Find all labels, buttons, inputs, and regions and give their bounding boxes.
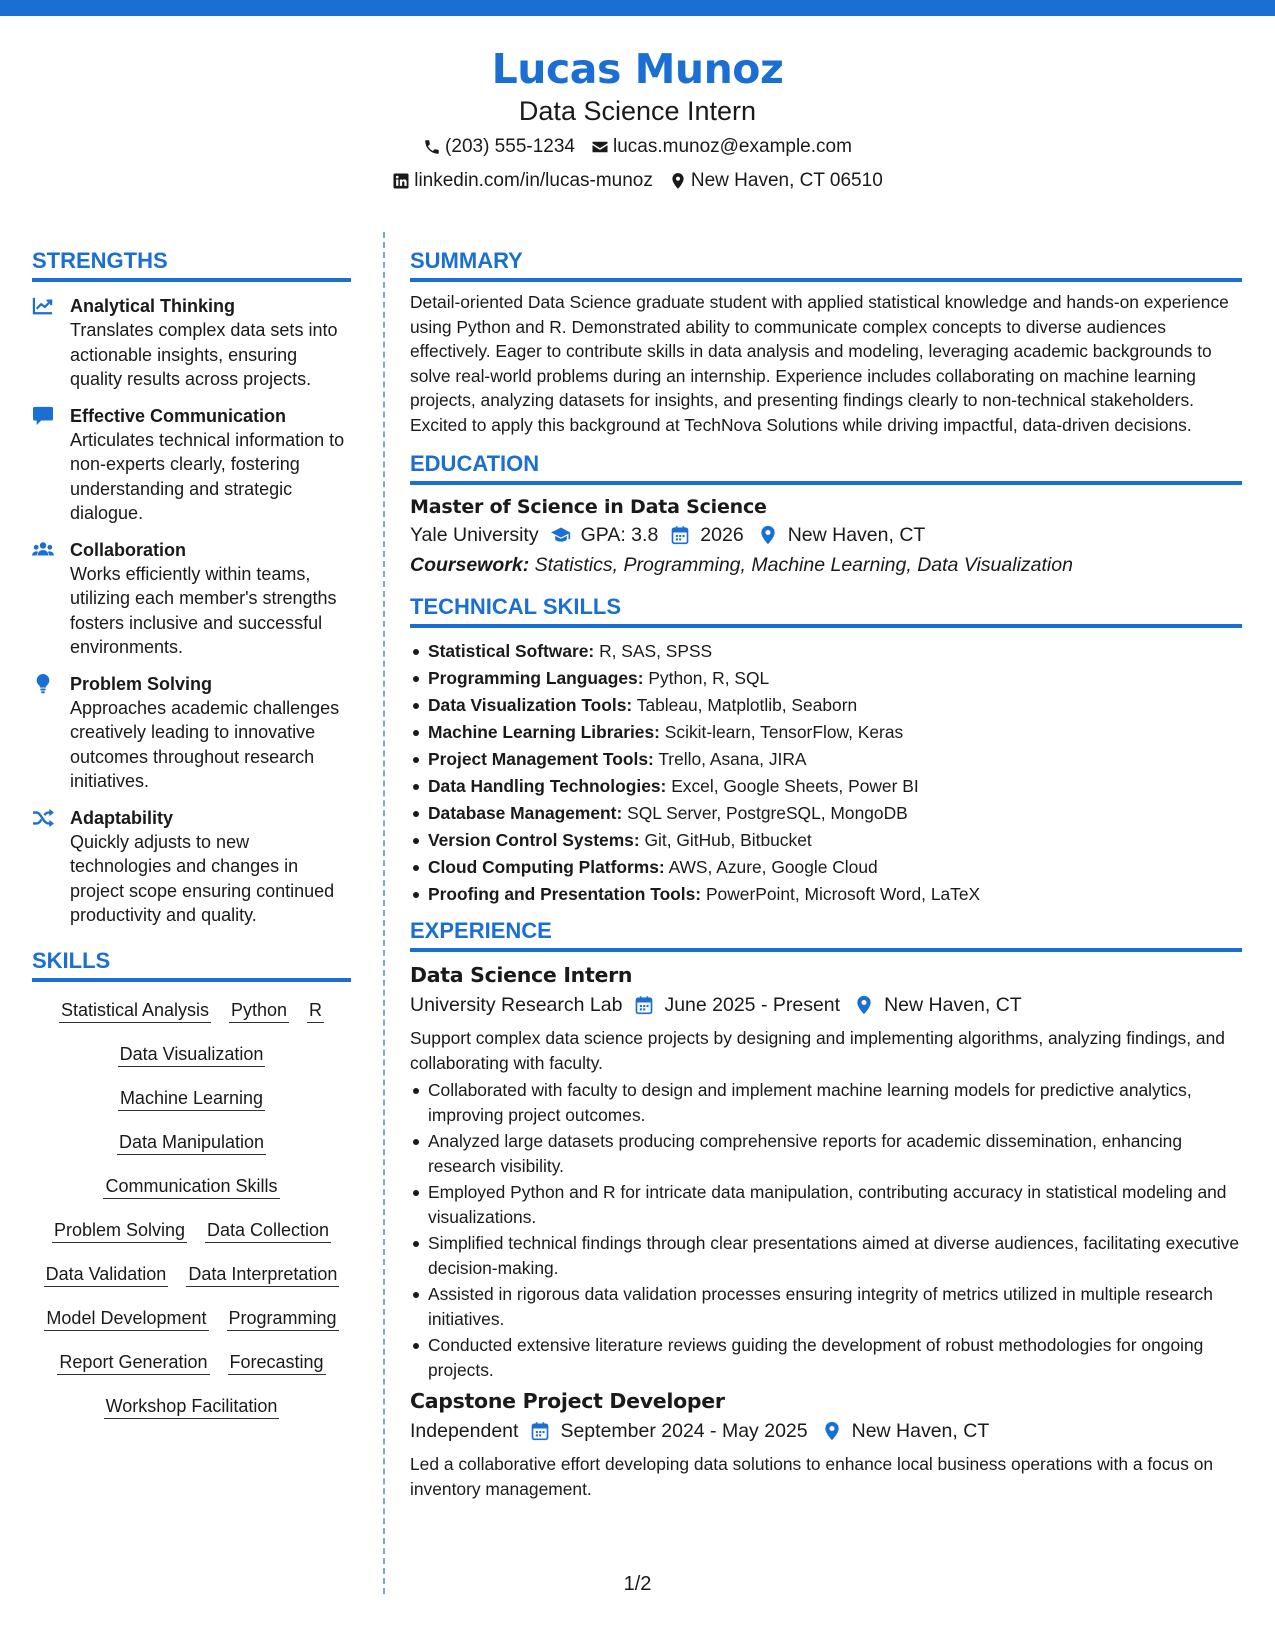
list-item: Proofing and Presentation Tools: PowerPoint, Microsoft Word, LaTeX xyxy=(410,881,1242,908)
school-name: Yale University xyxy=(410,524,539,546)
list-item: Employed Python and R for intricate data manipulation, contributing accuracy in statistical modeling and visualizations. xyxy=(410,1180,1242,1229)
skill-chip: Programming xyxy=(227,1306,339,1331)
map-marker-icon xyxy=(758,525,778,545)
top-accent-bar xyxy=(0,0,1275,16)
job-description: Led a collaborative effort developing data solutions to enhance local business operations with a focus on inventory management. xyxy=(410,1454,1214,1499)
strength-desc: Approaches academic challenges creatively leading to innovative outcomes throughout research initiatives. xyxy=(70,697,340,791)
job-entry xyxy=(410,960,1242,1382)
strength-title: Analytical Thinking xyxy=(70,296,236,316)
users-icon xyxy=(32,538,70,660)
coursework-list: Statistics, Programming, Machine Learning, Data Visualization xyxy=(534,554,1073,576)
education-heading: EDUCATION xyxy=(410,449,1242,485)
skill-chip: Data Collection xyxy=(205,1218,331,1243)
left-column xyxy=(32,246,351,1419)
strength-item xyxy=(32,672,351,794)
strength-title: Problem Solving xyxy=(70,673,213,694)
summary-text: Detail-oriented Data Science graduate student with applied statistical knowledge and hands-on experience using Python and R. Demonstrated ability to communicate complex concepts to diverse audiences effectively. Eager to contribute skills in data analysis and modeling, leveraging academic backgrounds to solve real-world problems during an internship. Experience includes collaborating on machine learning projects, analyzing datasets for insights, and presenting findings clearly to non-technical stakeholders. Excited to apply this background at TechNova Solutions while driving impactful, data-driven decisions. xyxy=(410,292,1229,435)
list-item: Version Control Systems: Git, GitHub, Bitbucket xyxy=(410,827,1242,854)
phone-icon xyxy=(423,138,441,156)
lightbulb-icon xyxy=(32,672,70,794)
graduation-year: 2026 xyxy=(700,524,744,546)
skills-heading: SKILLS xyxy=(32,946,351,982)
skill-chip: R xyxy=(307,998,324,1023)
degree-title: Master of Science in Data Science xyxy=(410,496,767,518)
coursework-label: Coursework: xyxy=(410,554,530,576)
technical-skills-list xyxy=(410,638,1242,908)
education-meta xyxy=(410,520,1242,550)
job-bullets xyxy=(410,1078,1242,1382)
skill-chip: Report Generation xyxy=(57,1350,209,1375)
job-description: Support complex data science projects by designing and implementing algorithms, analyzing findings, and collaborating with faculty. xyxy=(410,1028,1225,1073)
job-title: Data Science Intern xyxy=(410,963,633,987)
list-item: Assisted in rigorous data validation processes ensuring integrity of metrics utilized in multiple research initiatives. xyxy=(410,1282,1242,1331)
list-item: Cloud Computing Platforms: AWS, Azure, Google Cloud xyxy=(410,854,1242,881)
job-dates: June 2025 - Present xyxy=(664,994,841,1016)
strength-desc: Quickly adjusts to new technologies and changes in project scope ensuring continued productivity and quality. xyxy=(70,831,335,925)
location-text: New Haven, CT 06510 xyxy=(690,170,883,191)
comment-icon xyxy=(32,404,70,526)
job-dates: September 2024 - May 2025 xyxy=(560,1420,808,1442)
map-marker-icon xyxy=(854,995,874,1015)
envelope-icon xyxy=(591,138,609,156)
linkedin-icon xyxy=(392,172,410,190)
chart-line-icon xyxy=(32,294,70,392)
education-location: New Haven, CT xyxy=(787,524,926,546)
list-item: Statistical Software: R, SAS, SPSS xyxy=(410,638,1242,665)
list-item: Conducted extensive literature reviews guiding the development of robust methodologies for ongoing projects. xyxy=(410,1333,1242,1382)
job-title: Capstone Project Developer xyxy=(410,1389,725,1413)
candidate-role: Data Science Intern xyxy=(518,96,757,126)
strength-item xyxy=(32,806,351,928)
skill-chip: Workshop Facilitation xyxy=(104,1394,280,1419)
experience-heading: EXPERIENCE xyxy=(410,916,1242,952)
list-item: Programming Languages: Python, R, SQL xyxy=(410,665,1242,692)
summary-heading: SUMMARY xyxy=(410,246,1242,282)
contact-row-1 xyxy=(0,132,1275,162)
coursework-line xyxy=(410,550,1242,580)
right-column xyxy=(410,246,1242,1501)
graduation-cap-icon xyxy=(551,525,571,545)
skill-chip: Model Development xyxy=(44,1306,208,1331)
skill-chip: Machine Learning xyxy=(118,1086,265,1111)
candidate-name: Lucas Munoz xyxy=(491,45,784,93)
contact-row-2 xyxy=(0,166,1275,196)
job-org: University Research Lab xyxy=(410,994,623,1016)
page-number: 1/2 xyxy=(623,1573,652,1595)
job-org: Independent xyxy=(410,1420,519,1442)
job-location: New Haven, CT xyxy=(884,994,1022,1016)
strength-title: Adaptability xyxy=(70,807,174,828)
email-text[interactable]: lucas.munoz@example.com xyxy=(612,136,852,157)
skill-chip: Data Manipulation xyxy=(117,1130,266,1155)
strengths-heading: STRENGTHS xyxy=(32,246,351,282)
column-divider xyxy=(383,232,385,1594)
linkedin-text[interactable]: linkedin.com/in/lucas-munoz xyxy=(414,170,653,191)
phone-contact xyxy=(423,132,575,162)
skill-chip: Python xyxy=(229,998,289,1023)
strength-item xyxy=(32,404,351,526)
list-item: Database Management: SQL Server, PostgreSQL, MongoDB xyxy=(410,800,1242,827)
map-marker-icon xyxy=(669,172,687,190)
strength-title: Effective Communication xyxy=(70,405,287,426)
gpa-value: GPA: 3.8 xyxy=(580,524,659,546)
skill-chip: Problem Solving xyxy=(52,1218,187,1243)
skill-chip: Forecasting xyxy=(228,1350,326,1375)
calendar-icon xyxy=(670,525,690,545)
list-item: Data Handling Technologies: Excel, Google Sheets, Power BI xyxy=(410,773,1242,800)
list-item: Data Visualization Tools: Tableau, Matplotlib, Seaborn xyxy=(410,692,1242,719)
email-contact[interactable] xyxy=(591,132,852,162)
phone-text: (203) 555-1234 xyxy=(445,136,575,157)
skill-chip: Data Interpretation xyxy=(186,1262,339,1287)
skill-chip: Data Visualization xyxy=(118,1042,266,1067)
resume-header xyxy=(0,44,1275,196)
skill-chip: Statistical Analysis xyxy=(59,998,211,1023)
strength-desc: Works efficiently within teams, utilizing each member's strengths fosters inclusive and successful environments. xyxy=(70,563,337,657)
list-item: Analyzed large datasets producing comprehensive reports for academic dissemination, enhancing research visibility. xyxy=(410,1129,1242,1178)
job-entry xyxy=(410,1386,1242,1501)
strength-desc: Articulates technical information to non-experts clearly, fostering understanding and strategic dialogue. xyxy=(70,429,345,523)
strength-desc: Translates complex data sets into actionable insights, ensuring quality results across projects. xyxy=(70,320,338,389)
shuffle-icon xyxy=(32,806,70,928)
list-item: Project Management Tools: Trello, Asana, JIRA xyxy=(410,746,1242,773)
linkedin-contact[interactable] xyxy=(392,166,653,196)
skill-chip: Data Validation xyxy=(44,1262,169,1287)
skills-chips xyxy=(32,998,351,1419)
strength-item xyxy=(32,538,351,660)
job-meta xyxy=(410,1416,1242,1446)
technical-skills-heading: TECHNICAL SKILLS xyxy=(410,592,1242,628)
map-marker-icon xyxy=(822,1421,842,1441)
calendar-icon xyxy=(634,995,654,1015)
list-item: Collaborated with faculty to design and implement machine learning models for predictive analytics, improving project outcomes. xyxy=(410,1078,1242,1127)
job-meta xyxy=(410,990,1242,1020)
list-item: Machine Learning Libraries: Scikit-learn, TensorFlow, Keras xyxy=(410,719,1242,746)
job-location: New Haven, CT xyxy=(851,1420,990,1442)
list-item: Simplified technical findings through clear presentations aimed at diverse audiences, facilitating executive decision-making. xyxy=(410,1231,1242,1280)
strength-title: Collaboration xyxy=(70,539,186,560)
location-contact xyxy=(669,166,883,196)
skill-chip: Communication Skills xyxy=(103,1174,279,1199)
strength-item xyxy=(32,294,351,392)
calendar-icon xyxy=(530,1421,550,1441)
